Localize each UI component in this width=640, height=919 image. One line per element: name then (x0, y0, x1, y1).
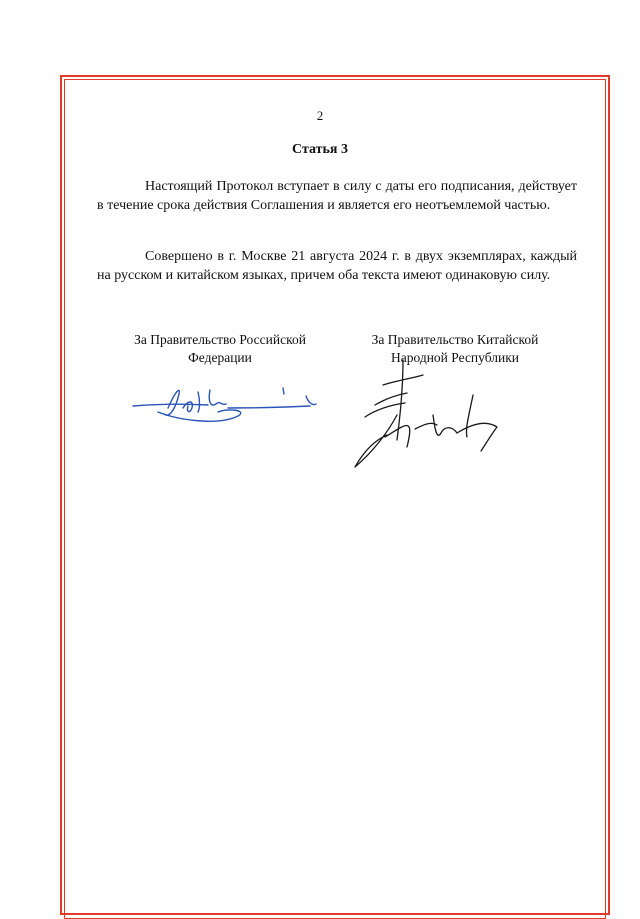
handwritten-signature-left-icon (128, 378, 328, 428)
page-number: 2 (316, 108, 324, 123)
paragraph-entry-into-force: Настоящий Протокол вступает в силу с даты его подписания, действует в течение срока действия Соглашения и является его неотъемлемой частью. (97, 179, 577, 213)
signature-label-china: За Правительство Китайской Народной Республики (371, 332, 539, 365)
article-title: Статья 3 (292, 142, 348, 157)
handwritten-signature-right-icon (345, 355, 515, 475)
signature-label-russia: За Правительство Российской Федерации (134, 332, 306, 365)
paragraph-done-at: Совершено в г. Москве 21 августа 2024 г. в двух экземплярах, каждый на русском и китайском языках, причем оба текста имеют одинаковую силу. (97, 249, 577, 283)
